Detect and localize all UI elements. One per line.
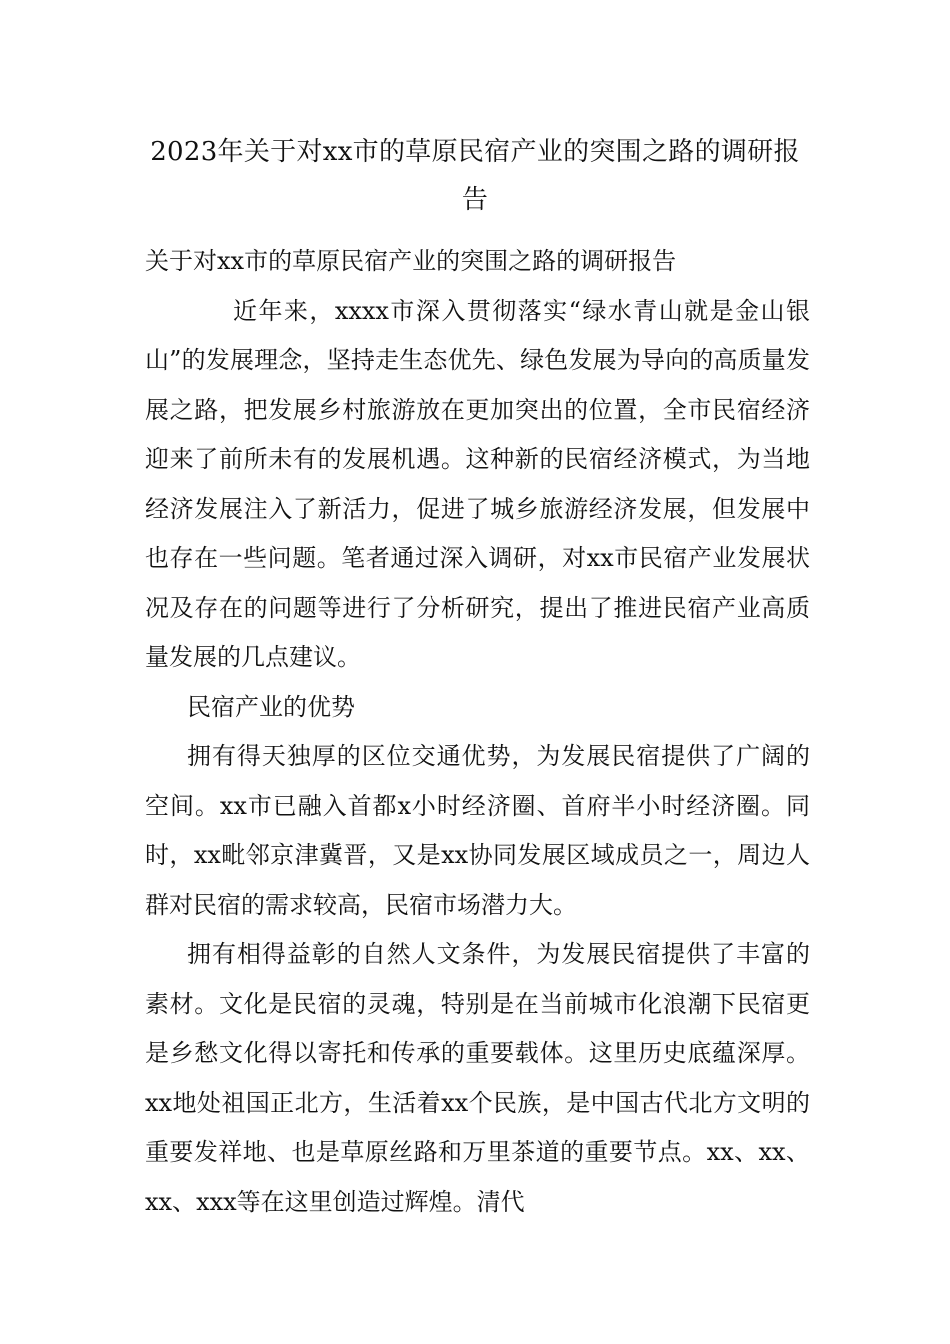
document-body (145, 237, 810, 1227)
intro-paragraph: 近年来，xxxx市深入贯彻落实“绿水青山就是金山银山”的发展理念，坚持走生态优先、绿色发展为导向的高质量发展之路，把发展乡村旅游放在更加突出的位置，全市民宿经济迎来了前所未有的发展机遇。这种新的民宿经济模式，为当地经济发展注入了新活力，促进了城乡旅游经济发展，但发展中也存在一些问题。笔者通过深入调研，对xx市民宿产业发展状况及存在的问题等进行了分析研究，提出了推进民宿产业高质量发展的几点建议。 (145, 296, 810, 671)
document-title: 2023年关于对xx市的草原民宿产业的突围之路的调研报告 (150, 137, 800, 215)
document-subtitle: 关于对xx市的草原民宿产业的突围之路的调研报告 (145, 247, 677, 275)
section-heading: 民宿产业的优势 (187, 692, 355, 721)
body-paragraph: 拥有得天独厚的区位交通优势，为发展民宿提供了广阔的空间。xx市已融入首都x小时经济圈、首府半小时经济圈。同时，xx毗邻京津冀晋，又是xx协同发展区域成员之一，周边人群对民宿的需求较高，民宿市场潜力大。 (145, 742, 810, 919)
body-paragraph: 拥有相得益彰的自然人文条件，为发展民宿提供了丰富的素材。文化是民宿的灵魂，特别是在当前城市化浪潮下民宿更是乡愁文化得以寄托和传承的重要载体。这里历史底蕴深厚。xx地处祖国正北方，生活着xx个民族，是中国古代北方文明的重要发祥地、也是草原丝路和万里茶道的重要节点。xx、xx、xx、xxx等在这里创造过辉煌。清代 (145, 940, 810, 1216)
